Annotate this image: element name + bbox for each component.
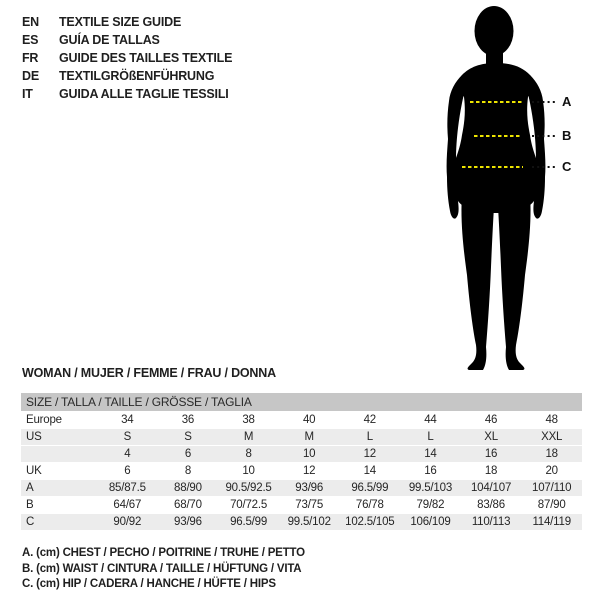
measurement-figure <box>420 3 600 378</box>
language-row-it <box>22 85 232 103</box>
table-cell: 99.5/102 <box>279 514 340 531</box>
table-cell: 87/90 <box>521 497 582 514</box>
table-cell: 20 <box>521 463 582 480</box>
table-cell: 10 <box>279 446 340 463</box>
size-table-header: SIZE / TALLA / TAILLE / GRÖSSE / TAGLIA <box>21 393 582 411</box>
table-row-label: B <box>21 497 97 514</box>
language-row-de <box>22 67 232 85</box>
table-cell: 18 <box>461 463 522 480</box>
table-cell: 79/82 <box>400 497 461 514</box>
table-cell: 68/70 <box>158 497 219 514</box>
language-title: GUIDA ALLE TAGLIE TESSILI <box>59 87 229 101</box>
table-cell: 44 <box>400 412 461 429</box>
table-cell: 93/96 <box>158 514 219 531</box>
language-row-fr <box>22 49 232 67</box>
table-cell: 70/72.5 <box>218 497 279 514</box>
language-code: EN <box>22 15 39 29</box>
table-row-label: Europe <box>21 412 97 429</box>
language-title: GUÍA DE TALLAS <box>59 33 160 47</box>
table-row <box>21 497 582 514</box>
table-cell: L <box>340 429 401 446</box>
section-title: WOMAN / MUJER / FEMME / FRAU / DONNA <box>22 366 276 380</box>
woman-silhouette <box>420 3 600 378</box>
table-cell: 90.5/92.5 <box>218 480 279 497</box>
language-code: ES <box>22 33 39 47</box>
table-cell: 83/86 <box>461 497 522 514</box>
table-cell: 16 <box>400 463 461 480</box>
table-row-label <box>21 446 97 463</box>
table-cell: L <box>400 429 461 446</box>
table-cell: M <box>218 429 279 446</box>
table-cell: XXL <box>521 429 582 446</box>
table-cell: 18 <box>521 446 582 463</box>
table-cell: 6 <box>97 463 158 480</box>
language-code: FR <box>22 51 39 65</box>
table-cell: 64/67 <box>97 497 158 514</box>
language-code: IT <box>22 87 33 101</box>
table-cell: 12 <box>279 463 340 480</box>
measurement-footnotes <box>22 546 305 593</box>
table-cell: 93/96 <box>279 480 340 497</box>
table-row <box>21 412 582 429</box>
table-cell: 102.5/105 <box>340 514 401 531</box>
table-cell: 12 <box>340 446 401 463</box>
table-cell: 90/92 <box>97 514 158 531</box>
table-row <box>21 480 582 497</box>
table-cell: 46 <box>461 412 522 429</box>
language-title: TEXTILE SIZE GUIDE <box>59 15 182 29</box>
chest-footnote: A. (cm) CHEST / PECHO / POITRINE / TRUHE / PETTO <box>22 547 305 559</box>
table-cell: 76/78 <box>340 497 401 514</box>
waist-footnote: B. (cm) WAIST / CINTURA / TAILLE / HÜFTUNG / VITA <box>22 562 302 575</box>
table-row <box>21 429 582 446</box>
table-cell: S <box>97 429 158 446</box>
table-cell: 106/109 <box>400 514 461 531</box>
table-row <box>21 463 582 480</box>
size-table-grid <box>21 412 582 531</box>
table-cell: 8 <box>218 446 279 463</box>
table-cell: 14 <box>340 463 401 480</box>
table-cell: 42 <box>340 412 401 429</box>
table-cell: 104/107 <box>461 480 522 497</box>
table-cell: 16 <box>461 446 522 463</box>
language-title: GUIDE DES TAILLES TEXTILE <box>59 51 233 65</box>
language-code: DE <box>22 69 39 83</box>
table-cell: 96.5/99 <box>340 480 401 497</box>
hip-label: C <box>562 159 572 174</box>
chest-label: A <box>562 94 572 109</box>
table-row-label: UK <box>21 463 97 480</box>
table-cell: 14 <box>400 446 461 463</box>
hip-footnote: C. (cm) HIP / CADERA / HANCHE / HÜFTE / HIPS <box>22 578 276 590</box>
table-cell: 88/90 <box>158 480 219 497</box>
table-cell: 6 <box>158 446 219 463</box>
table-cell: 114/119 <box>521 514 582 531</box>
table-row-label: C <box>21 514 97 531</box>
table-cell: 38 <box>218 412 279 429</box>
table-cell: 40 <box>279 412 340 429</box>
table-cell: M <box>279 429 340 446</box>
table-cell: 36 <box>158 412 219 429</box>
table-cell: 34 <box>97 412 158 429</box>
language-row-en <box>22 13 232 31</box>
table-cell: 8 <box>158 463 219 480</box>
table-row <box>21 514 582 531</box>
table-cell: 96.5/99 <box>218 514 279 531</box>
table-cell: 4 <box>97 446 158 463</box>
table-cell: 73/75 <box>279 497 340 514</box>
table-row-label: US <box>21 429 97 446</box>
language-row-es <box>22 31 232 49</box>
table-row <box>21 446 582 463</box>
language-title: TEXTILGRÖßENFÜHRUNG <box>59 69 215 83</box>
table-cell: 48 <box>521 412 582 429</box>
waist-label: B <box>562 128 572 143</box>
table-cell: 10 <box>218 463 279 480</box>
table-cell: XL <box>461 429 522 446</box>
table-cell: 85/87.5 <box>97 480 158 497</box>
language-list <box>22 13 232 103</box>
size-table-body <box>21 412 582 531</box>
table-cell: 107/110 <box>521 480 582 497</box>
table-cell: S <box>158 429 219 446</box>
table-row-label: A <box>21 480 97 497</box>
table-cell: 99.5/103 <box>400 480 461 497</box>
table-cell: 110/113 <box>461 514 522 531</box>
size-table <box>21 393 582 531</box>
